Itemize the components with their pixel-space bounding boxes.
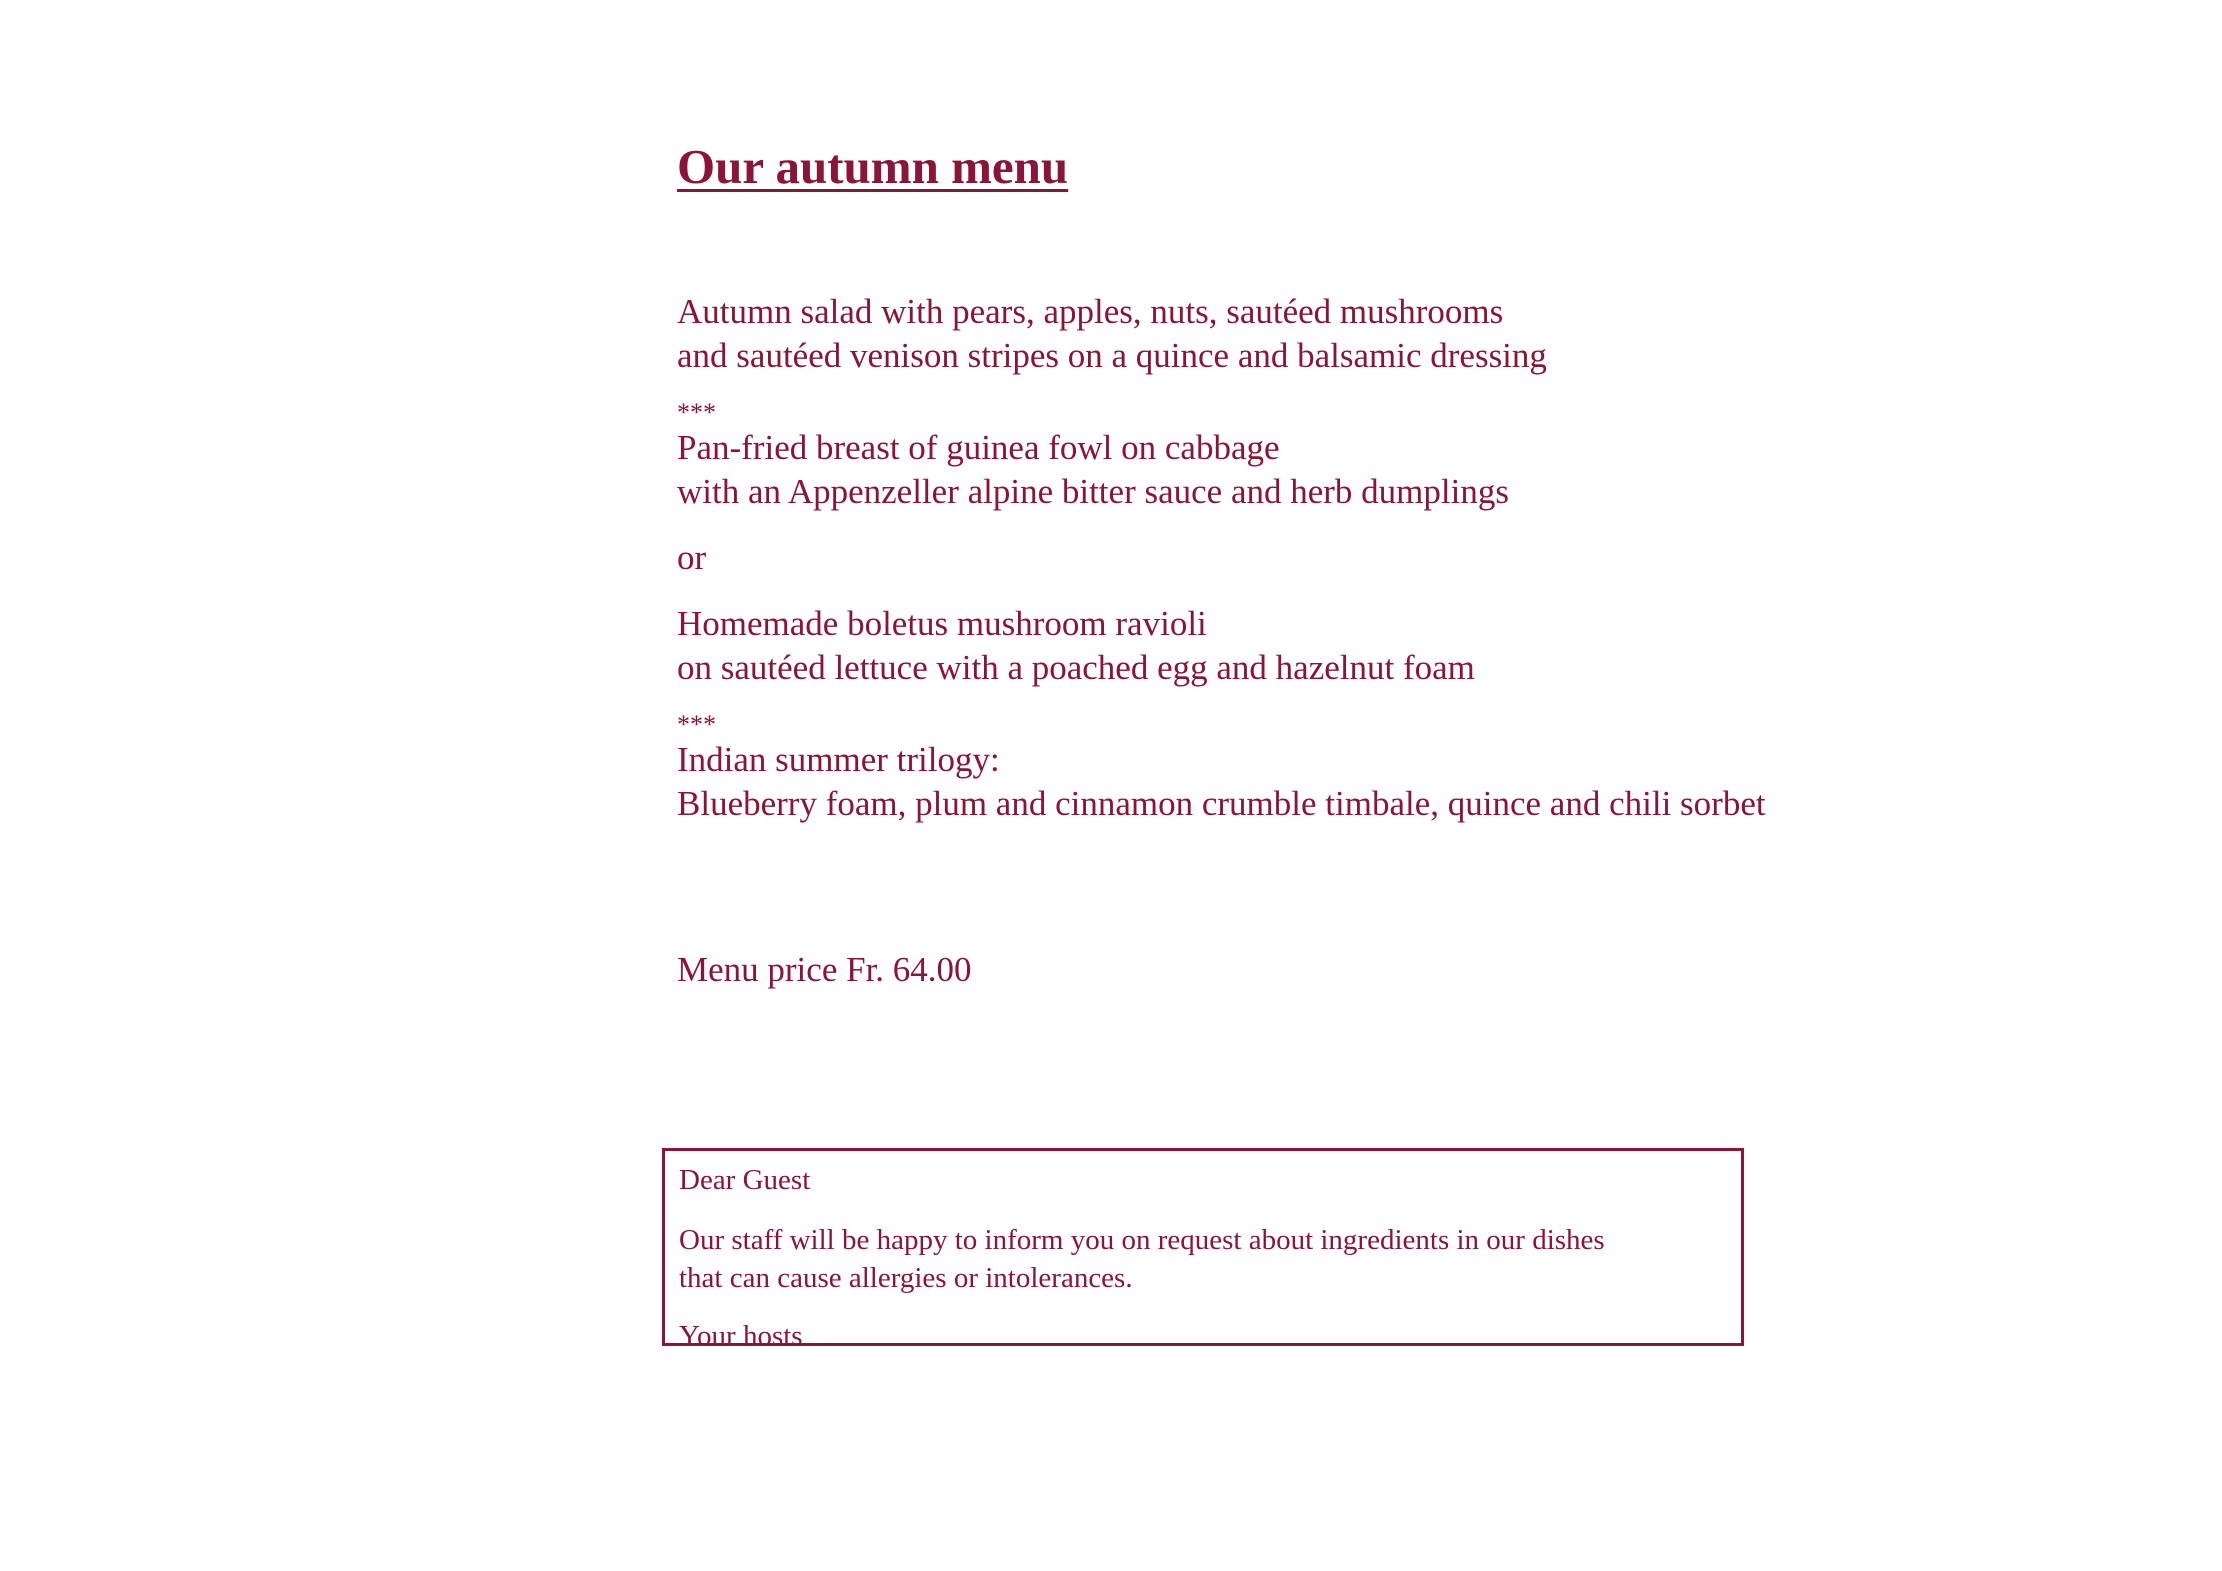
or-separator: or [677, 538, 707, 577]
menu-courses [677, 290, 1977, 826]
notice-body-line-1: Our staff will be happy to inform you on request about ingredients in our dishes [679, 1224, 1605, 1256]
starter-line-1: Autumn salad with pears, apples, nuts, sautéed mushrooms [677, 292, 1504, 331]
main-option-2-line-1: Homemade boletus mushroom ravioli [677, 604, 1207, 643]
main-option-1 [677, 426, 1977, 514]
dessert-line-2: Blueberry foam, plum and cinnamon crumble timbale, quince and chili sorbet [677, 784, 1766, 823]
menu-title: Our autumn menu [677, 139, 1069, 194]
notice-signature: Your hosts [679, 1320, 803, 1352]
course-separator: *** [677, 398, 716, 427]
dessert-course [677, 738, 1977, 826]
allergy-notice-box [662, 1148, 1744, 1352]
main-option-2 [677, 602, 1977, 690]
starter-line-2: and sautéed venison stripes on a quince and balsamic dressing [677, 336, 1547, 375]
notice-greeting: Dear Guest [679, 1164, 811, 1196]
main-option-1-line-2: with an Appenzeller alpine bitter sauce and herb dumplings [677, 472, 1509, 511]
main-option-1-line-1: Pan-fried breast of guinea fowl on cabbage [677, 428, 1280, 467]
menu-price: Menu price Fr. 64.00 [677, 950, 972, 989]
notice-body [679, 1221, 1727, 1297]
main-option-2-line-2: on sautéed lettuce with a poached egg and hazelnut foam [677, 648, 1475, 687]
dessert-line-1: Indian summer trilogy: [677, 740, 1000, 779]
starter-course [677, 290, 1977, 378]
notice-body-line-2: that can cause allergies or intolerances. [679, 1262, 1133, 1294]
course-separator: *** [677, 710, 716, 739]
